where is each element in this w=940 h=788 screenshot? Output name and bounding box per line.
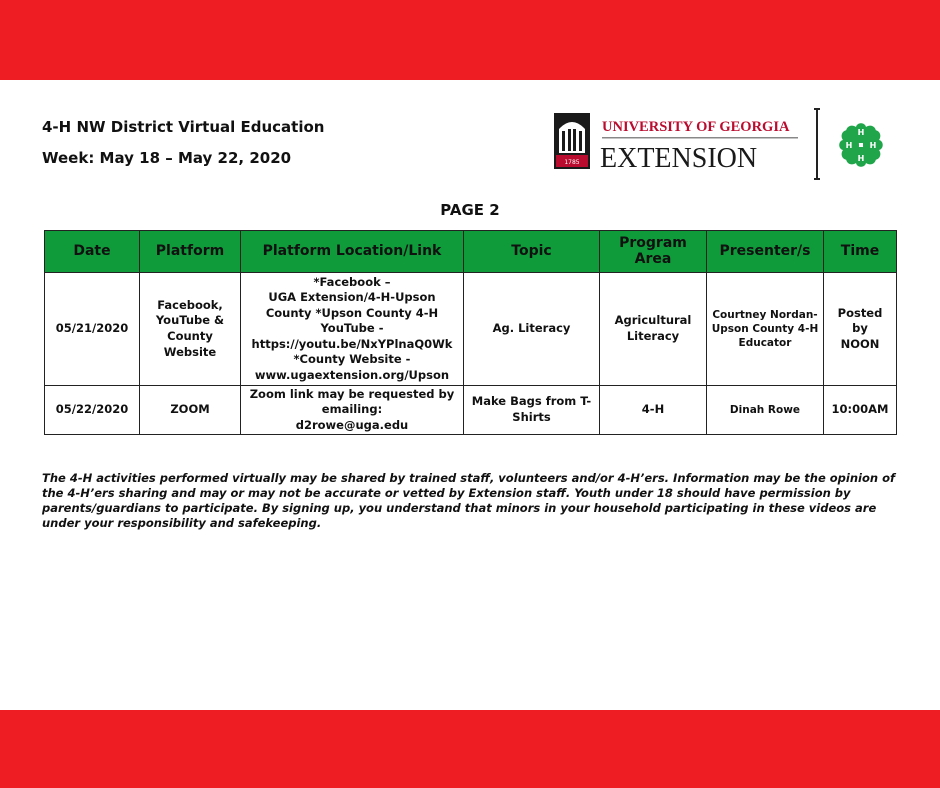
cell-line: Posted	[837, 305, 883, 320]
cell-line: Make Bags from T-	[471, 394, 592, 409]
bottom-red-band	[0, 710, 940, 788]
page-title: 4-H NW District Virtual Education	[42, 118, 325, 136]
cell-line: Agricultural	[614, 313, 692, 328]
cell-time	[824, 273, 897, 386]
cell-topic: Ag. Literacy	[464, 273, 600, 386]
cell-line: *Facebook –	[313, 274, 391, 289]
table-header-row	[45, 231, 897, 273]
cell-line: YouTube -	[320, 321, 384, 336]
logo-divider-cap-bottom	[814, 178, 820, 180]
col-header-program-area: Program Area	[600, 231, 707, 273]
cell-time: 10:00AM	[824, 386, 897, 435]
top-red-band	[0, 0, 940, 80]
logo-extension-text: EXTENSION	[600, 143, 758, 173]
cell-topic	[464, 386, 600, 435]
cell-date: 05/22/2020	[45, 386, 140, 435]
cell-presenter	[707, 273, 824, 386]
schedule-table	[44, 230, 897, 435]
cell-line: Upson County 4-H	[711, 322, 819, 335]
cell-program-area: 4-H	[600, 386, 707, 435]
cell-line: NOON	[840, 336, 880, 351]
cell-line: Website	[163, 344, 217, 359]
logo-year: 1785	[564, 159, 580, 166]
cell-platform: ZOOM	[140, 386, 241, 435]
table-row	[45, 386, 897, 435]
cell-program-area	[600, 273, 707, 386]
uga-extension-logo	[554, 107, 804, 173]
cell-location	[241, 273, 464, 386]
logo-divider	[816, 108, 818, 180]
week-range: Week: May 18 – May 22, 2020	[42, 149, 292, 167]
four-h-clover-icon	[834, 118, 888, 172]
county-website-link[interactable]: www.ugaextension.org/Upson	[254, 367, 450, 382]
cell-location	[241, 386, 464, 435]
cell-line: Zoom link may be requested by	[249, 386, 455, 401]
youtube-link[interactable]: https://youtu.be/NxYPlnaQ0Wk	[251, 336, 453, 351]
cell-line: by	[852, 321, 868, 336]
svg-text:H: H	[845, 141, 853, 150]
logo-university-text: UNIVERSITY OF GEORGIA	[602, 119, 790, 135]
cell-line: Literacy	[626, 329, 680, 343]
col-header-platform: Platform	[140, 231, 241, 273]
svg-text:H: H	[857, 154, 865, 163]
page-number-label: PAGE 2	[440, 201, 500, 219]
cell-line: County *Upson County 4-H	[265, 305, 439, 320]
cell-line: *County Website -	[293, 352, 411, 367]
col-header-date: Date	[45, 231, 140, 273]
uga-arch-logo-icon	[554, 113, 590, 169]
cell-line: emailing:	[321, 402, 383, 417]
svg-text:H: H	[869, 141, 877, 150]
col-header-presenter: Presenter/s	[707, 231, 824, 273]
col-header-location: Platform Location/Link	[241, 231, 464, 273]
cell-line: Facebook,	[157, 297, 223, 312]
col-header-topic: Topic	[464, 231, 600, 273]
cell-line: Shirts	[512, 410, 551, 424]
logo-divider-cap-top	[814, 108, 820, 110]
cell-platform	[140, 273, 241, 386]
cell-line: YouTube &	[155, 313, 225, 328]
email-link[interactable]: d2rowe@uga.edu	[295, 417, 409, 432]
svg-text:H: H	[857, 128, 865, 137]
cell-line: Educator	[738, 337, 792, 350]
cell-line: UGA Extension/4-H-Upson	[268, 290, 436, 305]
col-header-time: Time	[824, 231, 897, 273]
cell-date: 05/21/2020	[45, 273, 140, 386]
cell-line: Courtney Nordan-	[712, 308, 818, 321]
cell-presenter: Dinah Rowe	[707, 386, 824, 435]
disclaimer-text: The 4-H activities performed virtually may be shared by trained staff, volunteers and/or 4-H’ers. Information may be the opinion of the 4-H’ers sharing and may or may not be accurate or vetted by Extension staff. Youth under 18 should have permission by parents/guardians to participate. By signing up, you understand that minors in your household participating in these videos are under your responsibility and safekeeping.	[42, 471, 895, 530]
cell-line: County	[167, 329, 213, 343]
table-row	[45, 273, 897, 386]
